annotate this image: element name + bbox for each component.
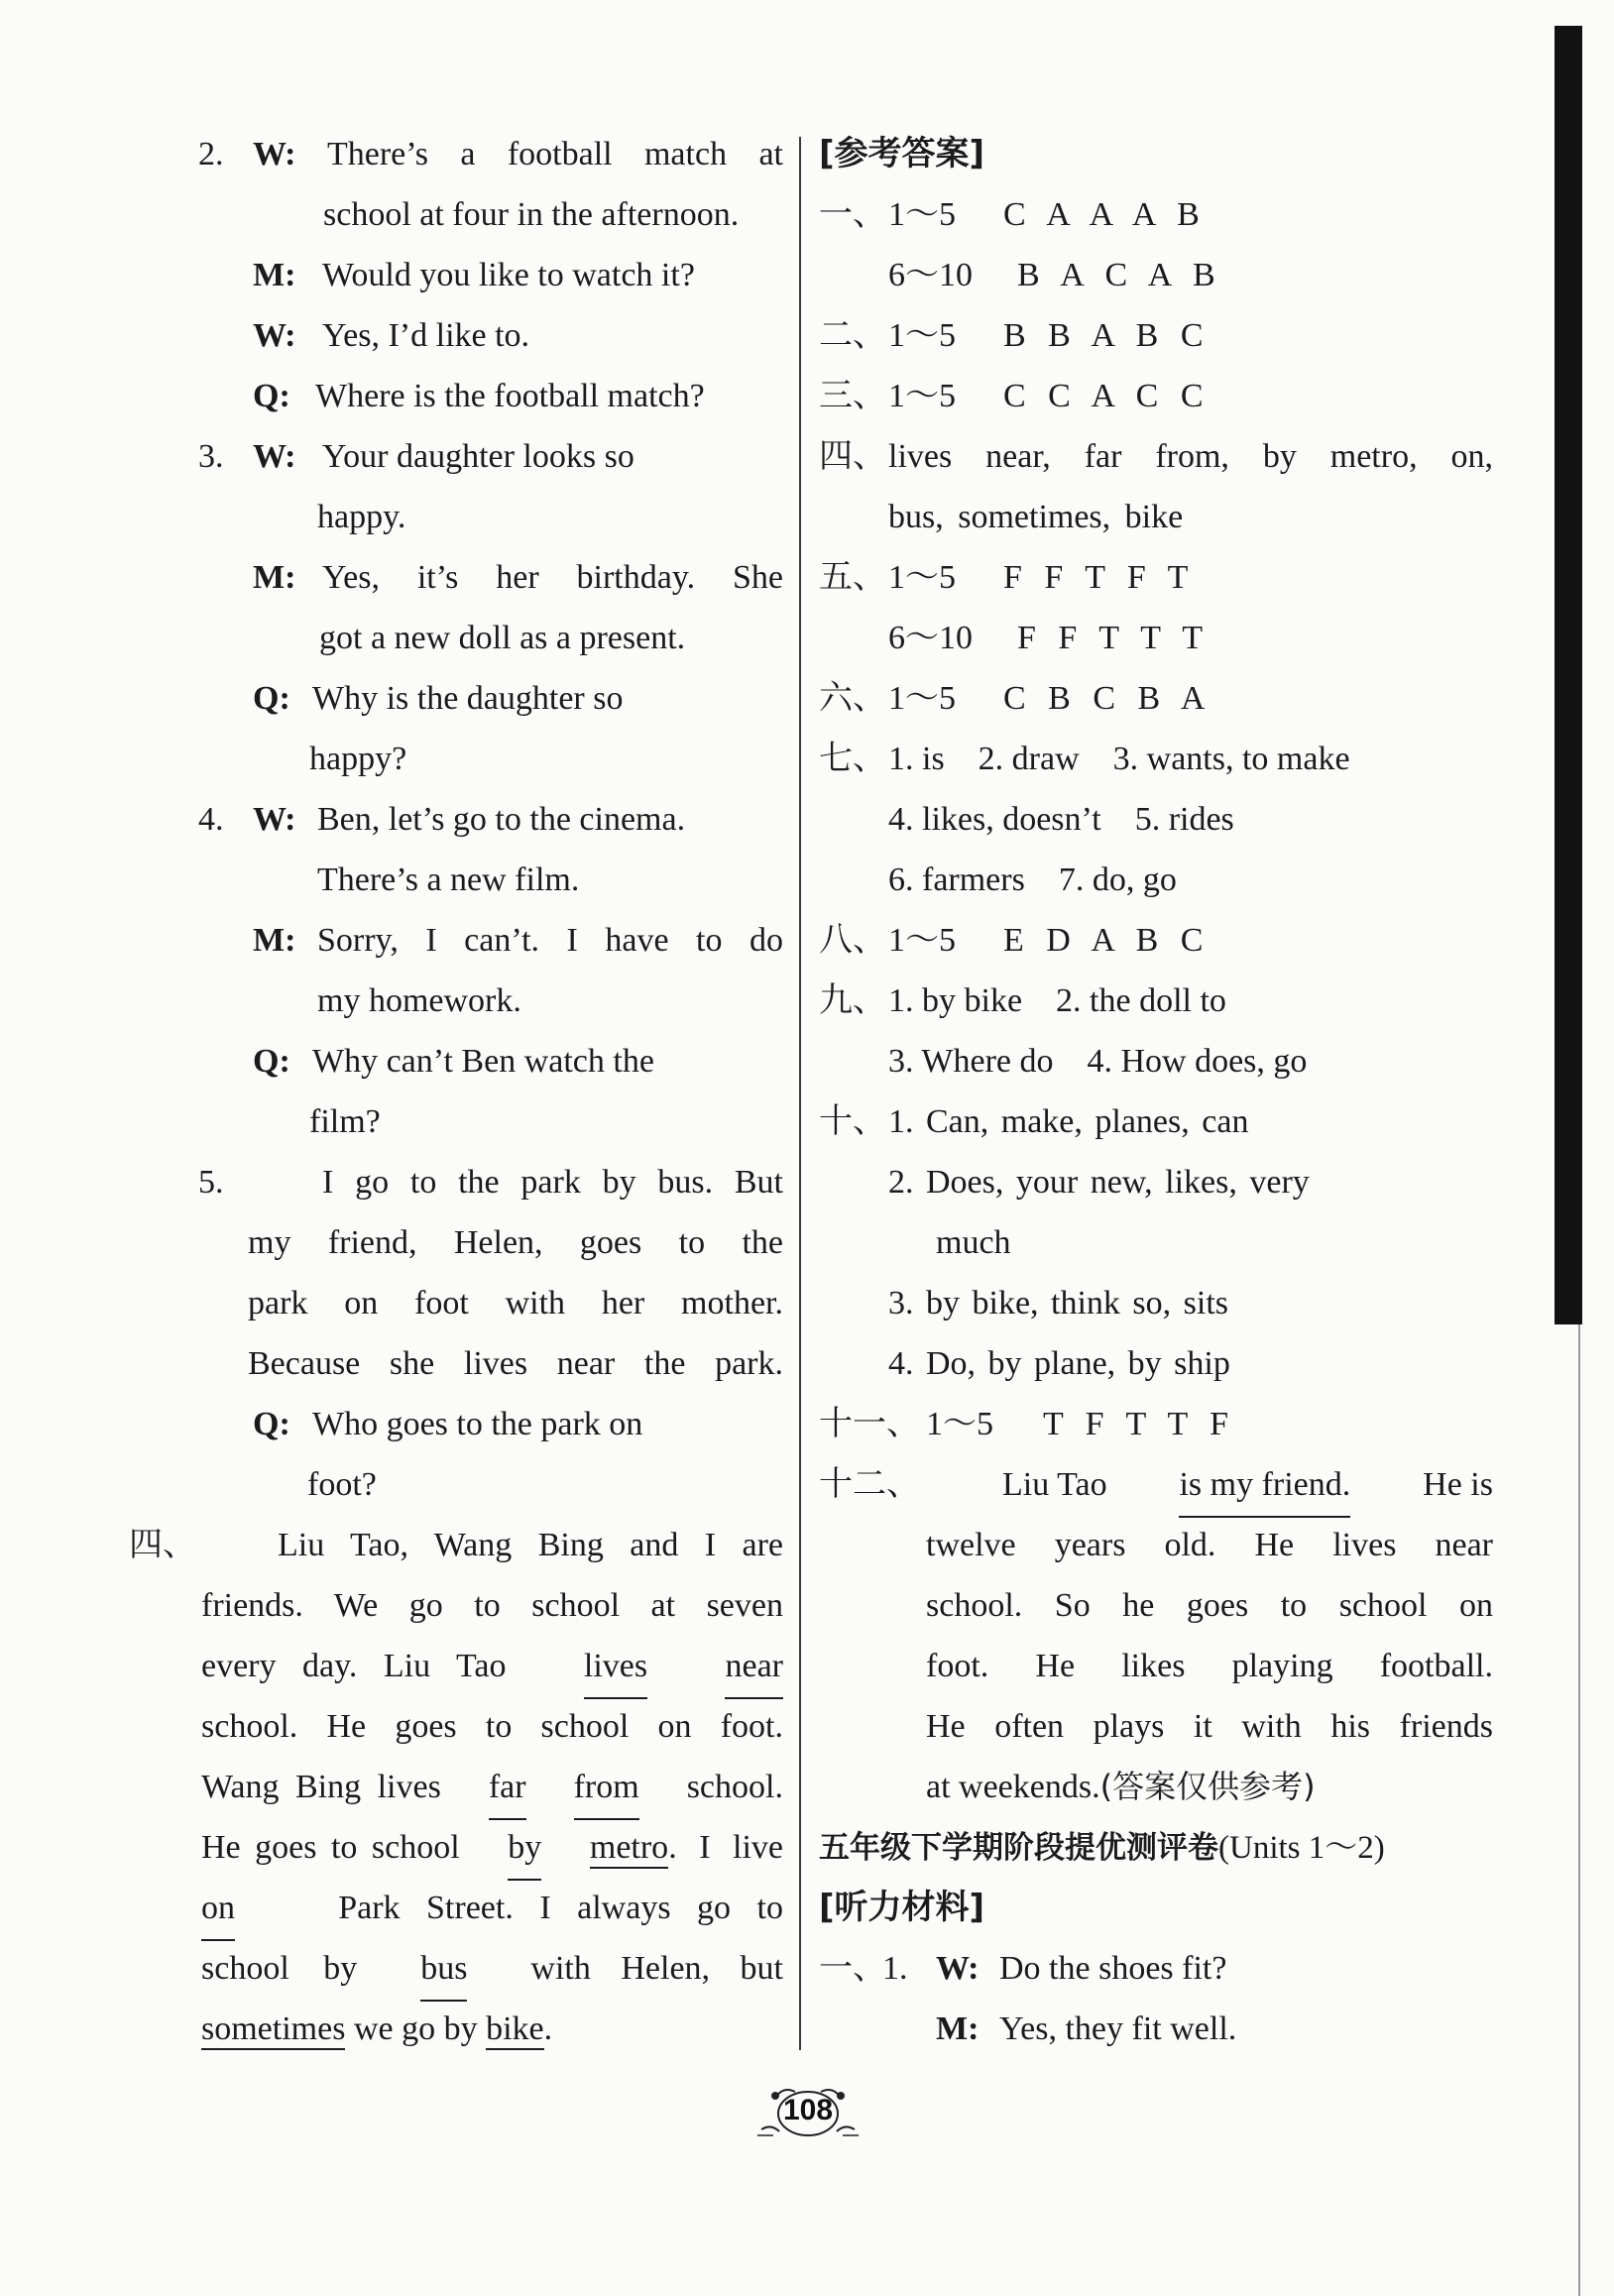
item5-q-line1: Q: Who goes to the park on [129, 1394, 783, 1454]
answer-text: 4. Do, by plane, by ship [888, 1345, 1230, 1382]
passage-text: school. He goes to school on foot. [201, 1708, 783, 1745]
section4-line8 [129, 1938, 783, 1999]
section-label: 六、 [819, 678, 886, 718]
passage-text: friends. We go to school at seven [201, 1587, 783, 1624]
item2-m-line: M: Would you like to watch it? [129, 245, 783, 305]
speaker-label: W [253, 136, 286, 172]
speaker-label: M [253, 922, 286, 959]
ans-s10-line5 [819, 1333, 1493, 1394]
item2-w-line1: 2. W: There’s a football match at [129, 124, 783, 184]
passage-text: . [543, 2010, 553, 2047]
passage-text: . I live [668, 1829, 783, 1866]
listening-header: [听力材料] [819, 1888, 985, 1927]
answer-underline: metro [590, 1829, 668, 1869]
item4-m-line1: M: Sorry, I can’t. I have to do [129, 910, 783, 971]
page-number: 108 [782, 2094, 834, 2126]
passage-text: Park Street. I always go to [338, 1890, 783, 1926]
section-label: 七、 [819, 739, 886, 778]
section4-line6 [129, 1817, 783, 1878]
item4-w-line2 [129, 850, 783, 910]
dialogue-text: Yes, it’s her birthday. She [322, 559, 783, 596]
ans-s2-line [819, 305, 1493, 366]
test-units: (Units 1～2) [1218, 1830, 1385, 1866]
dialogue-text: happy. [317, 499, 406, 535]
section4-line1 [129, 1515, 783, 1575]
answer-text: 1. Can, make, planes, can [888, 1103, 1249, 1140]
answer-underline: from [574, 1757, 639, 1820]
item-number: 1. [882, 1950, 908, 1987]
left-column [129, 124, 783, 2059]
item3-q-line2 [129, 729, 783, 789]
question-text: happy? [309, 741, 407, 777]
listening-header-line [819, 1878, 1493, 1938]
item5-line2 [129, 1212, 783, 1273]
item2-w2-line: W: Yes, I’d like to. [129, 305, 783, 366]
answer-text: He often plays it with his friends [926, 1708, 1493, 1745]
answer-text: school. So he goes to school on [926, 1587, 1493, 1624]
answers-header-line [819, 124, 1493, 184]
item3-w-line1: 3. W: Your daughter looks so [129, 426, 783, 487]
question-label: Q [253, 378, 280, 414]
answer-text: C A A A B [1003, 196, 1202, 233]
scan-edge-shadow [1555, 26, 1582, 1324]
ans-s1-line2 [819, 245, 1493, 305]
right-column [819, 124, 1493, 2059]
listening-l1-m-line: M: Yes, they fit well. [819, 1999, 1493, 2059]
item3-m-line2 [129, 608, 783, 668]
question-text: Where is the football match? [315, 378, 705, 414]
dialogue-text: school at four in the afternoon. [323, 196, 740, 233]
section4-line4 [129, 1696, 783, 1757]
answer-text: much [936, 1224, 1011, 1261]
section-label: 十二、 [819, 1464, 920, 1504]
range-text: 1～5 [888, 317, 956, 354]
range-text: 1～5 [888, 559, 956, 596]
section-label: 十、 [819, 1101, 886, 1141]
ans-s10-line2 [819, 1152, 1493, 1212]
answer-note: (答案仅供参考) [1099, 1768, 1316, 1805]
passage-text: park on foot with her mother. [248, 1285, 783, 1321]
section4-line3 [129, 1636, 783, 1696]
range-text: 1～5 [888, 196, 956, 233]
ans-s1-line1 [819, 184, 1493, 245]
item2-q-line: Q: Where is the football match? [129, 366, 783, 426]
item5-line3 [129, 1273, 783, 1333]
ans-s12-line2 [819, 1515, 1493, 1575]
ans-s9-line1 [819, 971, 1493, 1031]
answer-text: at weekends. [926, 1769, 1100, 1805]
dialogue-text: Your daughter looks so [322, 438, 634, 475]
ans-s4-line1 [819, 426, 1493, 487]
ans-s3-line [819, 366, 1493, 426]
section-label: 四、 [129, 1525, 196, 1564]
question-text: Why can’t Ben watch the [312, 1043, 654, 1080]
answer-text: 3. by bike, think so, sits [888, 1285, 1229, 1321]
answer-text: 4. likes, doesn’t 5. rides [888, 801, 1234, 838]
ans-s5-line1 [819, 547, 1493, 608]
ans-s12-line3 [819, 1575, 1493, 1636]
passage-text: Wang Bing lives [201, 1769, 441, 1805]
section4-line5 [129, 1757, 783, 1817]
question-text: Who goes to the park on [312, 1406, 643, 1442]
ans-s7-line3 [819, 850, 1493, 910]
range-text: 6～10 [888, 257, 973, 293]
ans-s12-line4 [819, 1636, 1493, 1696]
answer-text: E D A B C [1003, 922, 1206, 959]
section4-line9 [129, 1999, 783, 2059]
question-label: Q [253, 1043, 280, 1080]
item3-q-line1: Q: Why is the daughter so [129, 668, 783, 729]
ans-s5-line2 [819, 608, 1493, 668]
answer-text: F F T F T [1003, 559, 1191, 596]
item4-q-line2 [129, 1091, 783, 1152]
question-label: Q [253, 1406, 280, 1442]
ans-s6-line [819, 668, 1493, 729]
answer-underline: far [489, 1757, 526, 1820]
range-text: 1～5 [888, 378, 956, 414]
speaker-label: M [253, 257, 286, 293]
dialogue-text: Yes, they fit well. [999, 2010, 1237, 2047]
test-title: 五年级下学期阶段提优测评卷 [819, 1830, 1218, 1866]
answer-text: foot. He likes playing football. [926, 1648, 1493, 1684]
answer-underline: lives [584, 1636, 647, 1699]
ans-s7-line1 [819, 729, 1493, 789]
ans-s9-line2 [819, 1031, 1493, 1091]
dialogue-text: Yes, I’d like to. [322, 317, 530, 354]
ans-s8-line [819, 910, 1493, 971]
section-label: 三、 [819, 376, 886, 415]
dialogue-text: Sorry, I can’t. I have to do [317, 922, 783, 959]
speaker-label: W [253, 801, 286, 838]
section-label: 五、 [819, 557, 886, 597]
answer-text: 2. Does, your new, likes, very [888, 1164, 1310, 1201]
item4-m-line2 [129, 971, 783, 1031]
range-text: 1～5 [888, 680, 956, 717]
speaker-label: W [253, 438, 286, 475]
question-label: Q [253, 680, 280, 717]
section-label: 一、 [819, 194, 886, 234]
ans-s10-line3 [819, 1212, 1493, 1273]
ans-s10-line1 [819, 1091, 1493, 1152]
answer-text: lives near, far from, by metro, on, [888, 438, 1493, 475]
item-number: 3. [198, 438, 224, 475]
section-label: 一、 [819, 1948, 886, 1988]
ans-s11-line [819, 1394, 1493, 1454]
question-text: foot? [307, 1466, 377, 1503]
answer-underline: near [725, 1636, 783, 1699]
answer-text: bus, sometimes, bike [888, 499, 1184, 535]
section-label: 八、 [819, 920, 886, 960]
test-title-line [819, 1817, 1493, 1878]
ans-s12-line5 [819, 1696, 1493, 1757]
item2-w-line2 [129, 184, 783, 245]
answer-underline: on [201, 1878, 235, 1941]
section4-line2 [129, 1575, 783, 1636]
ans-s4-line2 [819, 487, 1493, 547]
scan-edge-line [1578, 1324, 1580, 2296]
answer-underline: bus [420, 1938, 467, 2002]
column-divider [799, 137, 801, 2050]
speaker-label: M [936, 2010, 969, 2047]
item3-w-line2 [129, 487, 783, 547]
ans-s12-line6 [819, 1757, 1493, 1817]
item5-q-line2 [129, 1454, 783, 1515]
dialogue-text: Would you like to watch it? [322, 257, 695, 293]
section-label: 二、 [819, 315, 886, 355]
item-number: 5. [198, 1164, 224, 1201]
item3-m-line1: M: Yes, it’s her birthday. She [129, 547, 783, 608]
answer-text: T F T T F [1043, 1406, 1231, 1442]
section-label: 四、 [819, 436, 886, 476]
answer-underline: bike [486, 2010, 544, 2050]
page-number-badge [753, 2078, 863, 2147]
answer-text: He is [1423, 1466, 1493, 1503]
ans-s7-line2 [819, 789, 1493, 850]
answer-text: 6. farmers 7. do, go [888, 861, 1177, 898]
item4-w-line1: 4. W: Ben, let’s go to the cinema. [129, 789, 783, 850]
dialogue-text: my homework. [317, 982, 521, 1019]
passage-text: with Helen, but [530, 1950, 783, 1987]
answer-underline: is my friend. [1179, 1454, 1350, 1518]
item-number: 4. [198, 801, 224, 838]
item5-line1 [129, 1152, 783, 1212]
section-label: 九、 [819, 980, 886, 1020]
range-text: 1～5 [888, 922, 956, 959]
question-text: film? [309, 1103, 381, 1140]
ans-s12-line1 [819, 1454, 1493, 1515]
question-text: Why is the daughter so [312, 680, 624, 717]
ans-s10-line4 [819, 1273, 1493, 1333]
dialogue-text: There’s a new film. [317, 861, 580, 898]
dialogue-text: Do the shoes fit? [999, 1950, 1227, 1987]
answer-text: C B C B A [1003, 680, 1208, 717]
range-text: 6～10 [888, 620, 973, 656]
passage-text: school by [201, 1950, 358, 1987]
item4-q-line1: Q: Why can’t Ben watch the [129, 1031, 783, 1091]
range-text: 1～5 [926, 1406, 993, 1442]
answer-text: 1. is 2. draw 3. wants, to make [888, 741, 1350, 777]
passage-text: Liu Tao, Wang Bing and I are [278, 1527, 783, 1563]
passage-text: we go by [353, 2010, 478, 2047]
answer-underline: sometimes [201, 2010, 345, 2050]
section4-line7 [129, 1878, 783, 1938]
passage-text: my friend, Helen, goes to the [248, 1224, 783, 1261]
answer-text: twelve years old. He lives near [926, 1527, 1493, 1563]
speaker-label: W [936, 1950, 969, 1987]
passage-text: every day. Liu Tao [201, 1648, 507, 1684]
answer-text: B A C A B [1017, 257, 1217, 293]
answer-text: B B A B C [1003, 317, 1206, 354]
passage-text: He goes to school [201, 1829, 460, 1866]
passage-text: school. [686, 1769, 783, 1805]
answer-underline: by [508, 1817, 541, 1881]
answer-text: 3. Where do 4. How does, go [888, 1043, 1308, 1080]
dialogue-text: There’s a football match at [327, 136, 783, 172]
item-number: 2. [198, 136, 224, 172]
answer-text: Liu Tao [1002, 1466, 1107, 1503]
passage-text: I go to the park by bus. But [322, 1164, 783, 1201]
section-label: 十一、 [819, 1404, 920, 1443]
listening-l1-w-line: 一、 1. W: Do the shoes fit? [819, 1938, 1493, 1999]
passage-text: Because she lives near the park. [248, 1345, 783, 1382]
dialogue-text: Ben, let’s go to the cinema. [317, 801, 686, 838]
speaker-label: W [253, 317, 286, 354]
speaker-label: M [253, 559, 286, 596]
answer-text: 1. by bike 2. the doll to [888, 982, 1226, 1019]
answers-header: [参考答案] [819, 134, 985, 173]
dialogue-text: got a new doll as a present. [319, 620, 686, 656]
answer-text: F F T T T [1017, 620, 1206, 656]
answer-text: C C A C C [1003, 378, 1206, 414]
item5-line4 [129, 1333, 783, 1394]
